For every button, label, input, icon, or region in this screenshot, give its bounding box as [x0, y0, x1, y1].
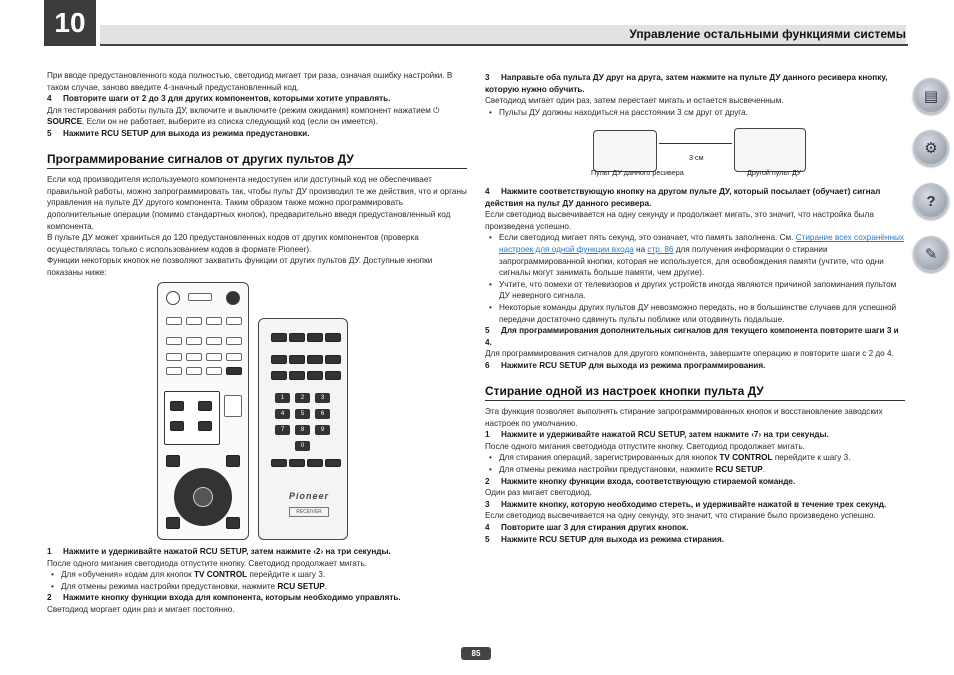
step-6-prog-title: 6 Нажмите RCU SETUP для выхода из режима программирования.: [485, 360, 766, 370]
input-btn: [186, 337, 202, 345]
input-btn: [206, 367, 222, 375]
feature-btn: [307, 371, 323, 380]
input-btn: [166, 317, 182, 325]
volume-rocker: [224, 395, 242, 417]
step-3-title: 3 Направьте оба пульта ДУ друг на друга, затем нажмите на пульте ДУ данного ресивера кнопку, которую нужно обучить.: [485, 73, 888, 94]
step-5-prog-title: 5 Для программирования дополнительных сигналов для текущего компонента повторите шаги 3 и 4.: [485, 326, 899, 347]
receiver-label: RECEIVER: [289, 507, 329, 517]
distance-label: 3 см: [689, 153, 704, 162]
step-1-text: После одного мигания светодиода отпустите кнопку. Светодиод продолжает мигать.: [47, 558, 367, 568]
step-3-text: Светодиод мигает один раз, затем перестает мигать и остается высвеченным.: [485, 96, 784, 106]
rcu-setup-btn-shape: [188, 293, 212, 301]
tv-btn: [198, 421, 212, 431]
keypad-key: 3: [315, 393, 330, 403]
erase-step-3-text: Если светодиод высвечивается на одну секунду, это значит, что стирание было произведено успешно.: [485, 511, 876, 521]
input-btn: [226, 353, 242, 361]
erase-step-1-bullet-2: • Для отмены режима настройки предустановки, нажмите RCU SETUP.: [485, 464, 905, 476]
step-4-bullet-3: • Некоторые команды других пультов ДУ невозможно передать, но в большинстве случаев для успешной передачи достаточно сдвинуть пульты поближе или отодвинуть подальше.: [485, 302, 905, 325]
receiver-remote-caption: Пульт ДУ данного ресивера: [591, 168, 684, 177]
book-icon[interactable]: ▤: [913, 78, 949, 114]
page-header-title: Управление остальными функциями системы: [629, 27, 906, 41]
step-2-text: Светодиод моргает один раз и мигает постоянно.: [47, 604, 235, 614]
tv-btn: [226, 455, 240, 467]
step-4-bullet-1: • Если светодиод мигает пять секунд, это означает, что память заполнена. См. Стирание всех сохранённых настроек для одной функции входа на стр. 86 для получения информации о стирании запрограммированной кнопки, которая не используется, для освобождения памяти (учтите, что одни сигналы могут занимать больше памяти, чем другие).: [485, 232, 905, 278]
input-btn: [186, 353, 202, 361]
input-btn: [206, 317, 222, 325]
keypad-key: 6: [315, 409, 330, 419]
keypad-key: 9: [315, 425, 330, 435]
erase-step-1-bullet-1: • Для стирания операций, зарегистрированных для кнопок TV CONTROL перейдите к шагу 3.: [485, 452, 905, 464]
step-4-bullet-2: • Учтите, что помехи от телевизоров и других устройств иногда являются причиной запоминания пультом ДУ неверного сигнала.: [485, 279, 905, 302]
feature-btn: [289, 355, 305, 364]
feature-btn: [289, 371, 305, 380]
input-btn: [166, 353, 182, 361]
enter-button-shape: [193, 487, 213, 507]
feature-btn: [325, 355, 341, 364]
step-5-prog-text: Для программирования сигналов для другого компонента, завершите операцию и повторите шаги с 2 до 4.: [485, 349, 894, 359]
feature-btn: [271, 355, 287, 364]
remote-control-figure: [157, 282, 353, 540]
feature-btn: [307, 459, 323, 467]
step-1-bullet-1: • Для «обучения» кодам для кнопок TV CONTROL перейдите к шагу 3.: [47, 569, 467, 581]
keypad-key: 8: [295, 425, 310, 435]
feature-btn: [325, 371, 341, 380]
erase-step-5-title: 5 Нажмите RCU SETUP для выхода из режима стирания.: [485, 534, 725, 544]
erase-section-paragraph: Эта функция позволяет выполнять стирание запрограммированных кнопок и восстановление заводских настроек по умолчанию.: [485, 407, 883, 428]
receiver-remote-shape: [593, 130, 657, 172]
help-icon[interactable]: ?: [913, 183, 949, 219]
keypad-key: 2: [295, 393, 310, 403]
feature-btn: [271, 333, 287, 342]
step-3-bullet: • Пульты ДУ должны находиться на расстоянии 3 см друг от друга.: [485, 107, 905, 119]
dpad: [174, 468, 232, 526]
keypad-key: 7: [275, 425, 290, 435]
header-divider: [100, 44, 908, 46]
feature-btn: [325, 333, 341, 342]
intro-text: При вводе предустановленного кода полностью, светодиод мигает три раза, означая ошибку настройки. В таком случае, заново введите 4-значный предустановленный код.: [47, 71, 453, 92]
tv-control-area: [164, 391, 220, 445]
settings-icon[interactable]: ⚙: [913, 130, 949, 166]
tools-icon[interactable]: ✎: [913, 236, 949, 272]
input-btn: [226, 317, 242, 325]
left-column-bottom: [47, 546, 467, 616]
tv-btn: [170, 421, 184, 431]
input-btn: [166, 337, 182, 345]
step-4-title: 4 Повторите шаги от 2 до 3 для других компонентов, которыми хотите управлять.: [47, 94, 391, 104]
erase-step-4-title: 4 Повторите шаг 3 для стирания других кнопок.: [485, 523, 689, 533]
distance-arrow: [659, 143, 732, 144]
section-title-programming: Программирование сигналов от других пультов ДУ: [47, 154, 467, 170]
input-btn: [186, 317, 202, 325]
right-column-top: [485, 70, 905, 118]
step-4-learn-title: 4 Нажмите соответствующую кнопку на другом пульте ДУ, который посылает (обучает) сигнал действия на пульт ДУ данного ресивера.: [485, 187, 881, 208]
other-remote-shape: [734, 128, 806, 172]
other-remote-caption: Другой пульт ДУ: [747, 168, 802, 177]
tv-btn: [170, 401, 184, 411]
remote-bottom-section: [258, 318, 348, 540]
link-page-86[interactable]: стр. 86: [647, 244, 674, 254]
section-paragraph-3: Функции некоторых кнопок не позволяют захватить функции от других пультов ДУ. Доступные кнопки показаны ниже:: [47, 256, 433, 277]
erase-step-1-title: 1 Нажмите и удерживайте нажатой RCU SETUP, затем нажмите ‹7› на три секунды.: [485, 430, 829, 440]
tv-btn: [198, 401, 212, 411]
source-power-icon: [226, 291, 240, 305]
erase-step-3-title: 3 Нажмите кнопку, которую необходимо стереть, и удерживайте нажатой в течение трех секунд.: [485, 499, 887, 509]
input-btn: [226, 367, 242, 375]
right-column-main: [485, 186, 905, 545]
power-icon: ⏻: [433, 105, 440, 115]
feature-btn: [307, 333, 323, 342]
keypad-key: 0: [295, 441, 310, 451]
input-btn: [226, 337, 242, 345]
section-title-erase: Стирание одной из настроек кнопки пульта ДУ: [485, 386, 905, 402]
page-number: 85: [461, 647, 491, 660]
keypad-key: 5: [295, 409, 310, 419]
step-1-bullet-2: • Для отмены режима настройки предустановки, нажмите RCU SETUP.: [47, 581, 467, 593]
feature-btn: [289, 459, 305, 467]
tv-btn: [166, 517, 180, 529]
left-column: [47, 70, 467, 279]
input-btn: [166, 367, 182, 375]
feature-btn: [271, 371, 287, 380]
feature-btn: [325, 459, 341, 467]
link-erase-all-settings[interactable]: Стирание всех сохранённых настроек для одной функции входа: [499, 233, 904, 254]
step-5-title: 5 Нажмите RCU SETUP для выхода из режима предустановки.: [47, 128, 310, 138]
tv-btn: [166, 455, 180, 467]
feature-btn: [271, 459, 287, 467]
remote-top-section: [157, 282, 249, 540]
keypad-key: 4: [275, 409, 290, 419]
step-4-text: Для тестирования работы пульта ДУ, включите и выключите (режим ожидания) компонент нажатием ⏻ SOURCE. Если он не работает, выберите из списка следующий код (если он имеется).: [47, 105, 440, 127]
feature-btn: [289, 333, 305, 342]
receiver-power-icon: [166, 291, 180, 305]
input-btn: [206, 353, 222, 361]
tv-btn: [226, 517, 240, 529]
erase-step-2-title: 2 Нажмите кнопку функции входа, соответствующую стираемой команде.: [485, 476, 796, 486]
chapter-number: 10: [44, 0, 96, 46]
step-4-learn-text: Если светодиод высвечивается на одну секунду и продолжает мигать, это значит, что настройка была произведена успешно.: [485, 210, 874, 231]
keypad-key: 1: [275, 393, 290, 403]
erase-step-1-text: После одного мигания светодиода отпустите кнопку. Светодиод продолжает мигать.: [485, 441, 805, 451]
section-paragraph-2: В пульте ДУ может храниться до 120 предустановленных кодов от других компонентов (проверка осуществлялась только с использованием кодов в формате Pioneer).: [47, 233, 419, 254]
input-btn: [186, 367, 202, 375]
erase-step-2-text: Один раз мигает светодиод.: [485, 488, 592, 498]
feature-btn: [307, 355, 323, 364]
pioneer-logo: Pioneer: [289, 491, 330, 501]
input-btn: [206, 337, 222, 345]
step-2-title: 2 Нажмите кнопку функции входа для компонента, которым необходимо управлять.: [47, 593, 401, 603]
step-1-title: 1 Нажмите и удерживайте нажатой RCU SETUP, затем нажмите ‹2› на три секунды.: [47, 547, 391, 556]
section-paragraph-1: Если код производителя используемого компонента недоступен или доступный код не обеспечивает правильной работы, можно запрограммировать так, чтобы пульт ДУ производил те же действия, что и органы управления на пульте ДУ другого компонента. Таким образом также можно программировать дополнительные операции (помимо стандартных кнопок), предварительно введя предустановленный код компонента.: [47, 175, 467, 231]
